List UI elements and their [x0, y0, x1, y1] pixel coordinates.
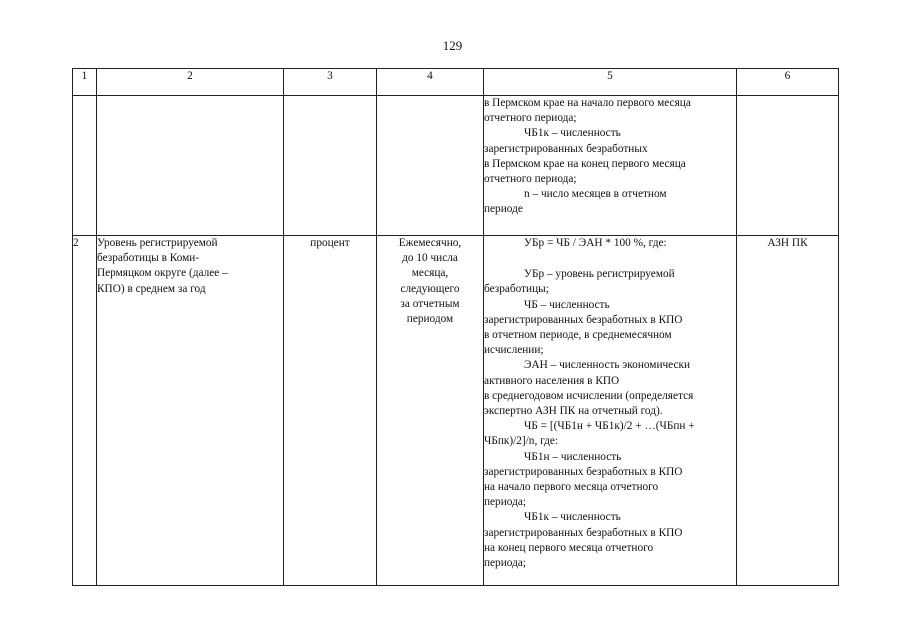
text-line: зарегистрированных безработных в КПО [484, 526, 683, 539]
text-line: ЭАН – численность экономически [524, 359, 691, 372]
text-line: безработицы; [484, 283, 549, 296]
header-cell: 3 [284, 69, 377, 96]
text-line: экспертно АЗН ПК на отчетный год). [484, 405, 663, 418]
text-line: активного населения в КПО [484, 374, 620, 387]
text-line: n – число месяцев в отчетном [524, 188, 667, 201]
text-line: на конец первого месяца отчетного [484, 541, 654, 554]
text-line: в среднегодовом исчислении (определяется [484, 389, 694, 402]
header-cell: 6 [737, 69, 839, 96]
text-line: в отчетном периоде, в среднемесячном [484, 329, 672, 342]
method-cell [484, 236, 737, 586]
text-line: в Пермском крае на конец первого месяца [484, 157, 686, 170]
indicator-name-cell [97, 236, 284, 586]
indicator-name [97, 236, 283, 297]
text-line: ЧБ = [(ЧБ1н + ЧБ1к)/2 + …(ЧБпн + [524, 420, 695, 433]
text-line: следующего [400, 282, 460, 295]
text-line: в Пермском крае на начало первого месяца [484, 97, 691, 109]
text-line: КПО) в среднем за год [97, 282, 206, 295]
unit-cell: процент [284, 236, 377, 586]
period-cell [377, 96, 484, 236]
source-cell [737, 96, 839, 236]
text-line: периода; [484, 496, 526, 509]
text-line: ЧБпк)/2]/n, где: [484, 435, 559, 448]
header-cell: 5 [484, 69, 737, 96]
text-line: ЧБ1к – численность [524, 127, 621, 140]
text-line: периода; [484, 557, 526, 570]
header-cell: 4 [377, 69, 484, 96]
text-line: безработицы в Коми- [97, 252, 200, 265]
table-row [73, 236, 839, 586]
indicators-table [72, 68, 839, 586]
text-line: отчетного периода; [484, 112, 577, 125]
header-cell: 1 [73, 69, 97, 96]
text-line: зарегистрированных безработных [484, 142, 648, 155]
text-line: на начало первого месяца отчетного [484, 481, 659, 494]
text-line: ЧБ1н – численность [524, 450, 622, 463]
row-number-cell: 2 [73, 236, 97, 586]
text-line: Уровень регистрируемой [97, 237, 218, 249]
page-number: 129 [442, 38, 463, 53]
text-line: месяца, [411, 267, 449, 280]
row-number-cell [73, 96, 97, 236]
text-line: ЧБ1к – численность [524, 511, 621, 524]
method-text [484, 96, 736, 218]
text-line: исчислении; [484, 344, 544, 357]
method-cell [484, 96, 737, 236]
text-line: ЧБ – численность [524, 298, 610, 311]
text-line: периоде [484, 203, 523, 216]
text-line: до 10 числа [402, 252, 458, 265]
text-line: Ежемесячно, [398, 237, 462, 249]
unit-cell [284, 96, 377, 236]
text-line: УБр = ЧБ / ЭАН * 100 %, где: [524, 237, 667, 249]
text-line: Пермяцком округе (далее – [97, 267, 228, 280]
source-cell: АЗН ПК [737, 236, 839, 586]
period-cell [377, 236, 484, 586]
text-line: УБр – уровень регистрируемой [524, 268, 675, 281]
text-line: за отчетным [400, 297, 460, 310]
header-cell: 2 [97, 69, 284, 96]
text-line: периодом [406, 313, 454, 326]
text-line: зарегистрированных безработных в КПО [484, 465, 683, 478]
method-text [484, 236, 736, 571]
header-row [73, 69, 839, 96]
indicator-name-cell [97, 96, 284, 236]
text-line: отчетного периода; [484, 173, 577, 186]
period-text [377, 236, 483, 327]
table-row [73, 96, 839, 236]
text-line: зарегистрированных безработных в КПО [484, 313, 683, 326]
